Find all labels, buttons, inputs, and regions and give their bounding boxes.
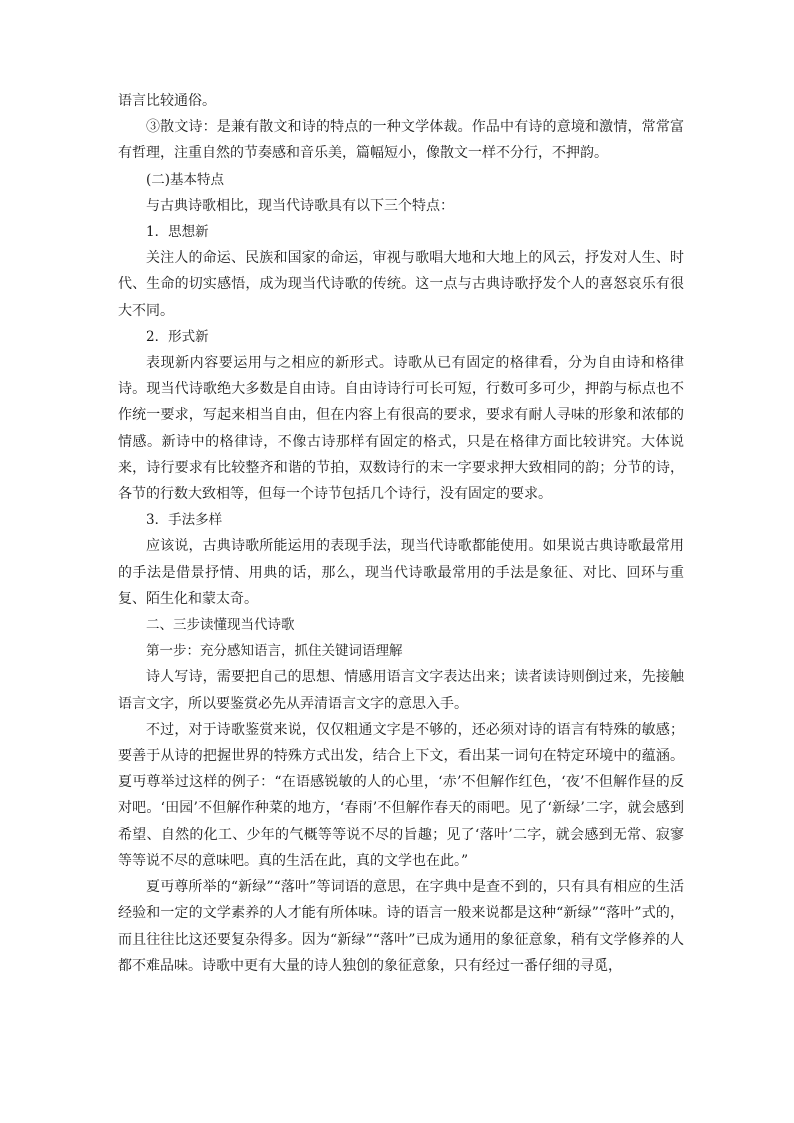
step-one-heading: 第一步：充分感知语言，抓住关键词语理解 bbox=[146, 643, 403, 660]
paragraph-xia-mianzun: 夏丏尊所举的“新绿”“落叶”等词语的意思，在字典中是查不到的，只有具有相应的生活经验和一定的文学素养的人才能有所体味。诗的语言一般来说都是这种“新绿”“落叶”式的，而且往往比这还要复杂得多。因为“新绿”“落叶”已成为通用的象征意象，稍有文学修养的人都不难品味。诗歌中更有大量的诗人独创的象征意象，只有经过一番仔细的寻觅， bbox=[118, 879, 684, 974]
section-heading-three-steps: 二、三步读懂现当代诗歌 bbox=[146, 617, 295, 634]
paragraph-new-form: 表现新内容要运用与之相应的新形式。诗歌从已有固定的格律看，分为自由诗和格律诗。现当代诗歌绝大多数是自由诗。自由诗诗行可长可短，行数可多可少，押韵与标点也不作统一要求，写起来相当自由，但在内容上有很高的要求，要求有耐人寻味的形象和浓郁的情感。新诗中的格律诗，不像古诗那样有固定的格式，只是在格律方面比较讲究。大体说来，诗行要求有比较整齐和谐的节拍，双数诗行的末一字要求押大致相同的韵；分节的诗，各节的行数大致相等，但每一个诗节包括几个诗行，没有固定的要求。 bbox=[118, 355, 684, 503]
paragraph-diverse-techniques: 应该说，古典诗歌所能运用的表现手法，现当代诗歌都能使用。如果说古典诗歌最常用的手法是借景抒情、用典的话，那么，现当代诗歌最常用的手法是象征、对比、回环与重复、陌生化和蒙太奇。 bbox=[118, 538, 684, 607]
paragraph-step-one: 诗人写诗，需要把自己的思想、情感用语言文字表达出来；读者读诗则倒过来，先接触语言文字，所以要鉴赏必先从弄清语言文字的意思入手。 bbox=[118, 669, 684, 712]
subheading-new-form: 2．形式新 bbox=[146, 328, 209, 345]
paragraph-language-sensitivity: 不过，对于诗歌鉴赏来说，仅仅粗通文字是不够的，还必须对诗的语言有特殊的敏感；要善于从诗的把握世界的特殊方式出发，结合上下文，看出某一词句在特定环境中的蕴涵。夏丏尊举过这样的例子：“在语感锐敏的人的心里，‘赤’不但解作红色，‘夜’不但解作昼的反对吧。‘田园’不但解作种菜的地方，‘春雨’不但解作春天的雨吧。见了‘新绿’二字，就会感到希望、自然的化工、少年的气概等等说不尽的旨趣；见了‘落叶’二字，就会感到无常、寂寥等等说不尽的意味吧。真的生活在此，真的文学也在此。” bbox=[118, 721, 684, 869]
paragraph-new-thought: 关注人的命运、民族和国家的命运，审视与歌唱大地和大地上的风云，抒发对人生、时代、生命的切实感悟，成为现当代诗歌的传统。这一点与古典诗歌抒发个人的喜怒哀乐有很大不同。 bbox=[118, 250, 684, 319]
paragraph-prose-poem: ③散文诗：是兼有散文和诗的特点的一种文学体裁。作品中有诗的意境和激情，常常富有哲理，注重自然的节奏感和音乐美，篇幅短小，像散文一样不分行，不押韵。 bbox=[118, 119, 684, 162]
subheading-diverse-techniques: 3．手法多样 bbox=[146, 512, 223, 529]
paragraph-features-intro: 与古典诗歌相比，现当代诗歌具有以下三个特点： bbox=[146, 197, 454, 214]
paragraph-intro-end: 语言比较通俗。 bbox=[118, 93, 216, 109]
section-heading-basic-features: (二)基本特点 bbox=[146, 171, 225, 188]
subheading-new-thought: 1．思想新 bbox=[146, 224, 209, 241]
document-page bbox=[118, 88, 684, 979]
